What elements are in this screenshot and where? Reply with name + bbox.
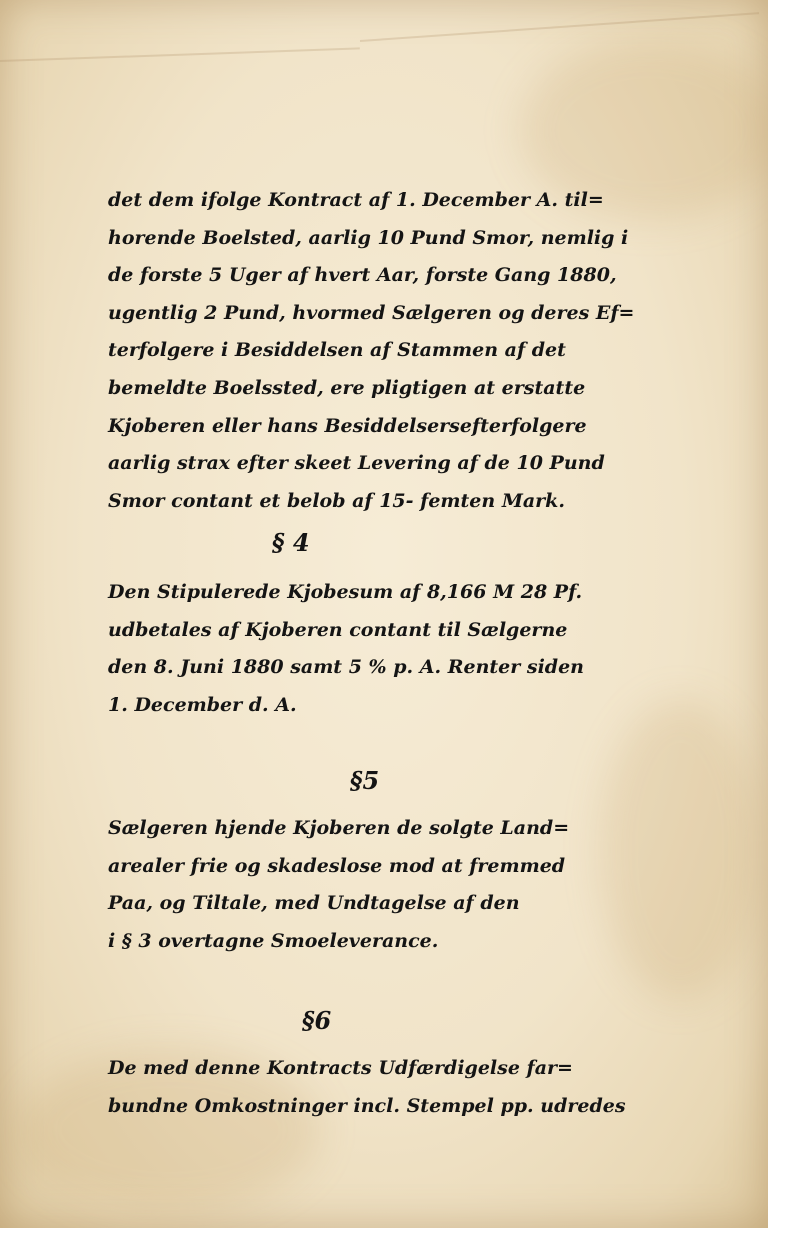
text-line: ugentlig 2 Pund, hvormed Sælgeren og deres Ef= <box>108 301 635 324</box>
text-line: 1. December d. A. <box>108 693 297 716</box>
text-line: bemeldte Boelssted, ere pligtigen at erstatte <box>108 376 586 399</box>
section-4-body <box>108 574 708 724</box>
text-line: horende Boelsted, aarlig 10 Pund Smor, nemlig i <box>108 226 629 249</box>
text-line: i § 3 overtagne Smoeleverance. <box>108 929 439 952</box>
text-line: Smor contant et belob af 15- femten Mark. <box>108 489 565 512</box>
text-line: Sælgeren hjende Kjoberen de solgte Land= <box>108 817 570 839</box>
section-heading-6: §6 <box>302 1006 332 1035</box>
text-line: det dem ifolge Kontract af 1. December A. til= <box>108 189 604 211</box>
text-line: de forste 5 Uger af hvert Aar, forste Gang 1880, <box>108 264 617 287</box>
text-line: aarlig strax efter skeet Levering af de 10 Pund <box>108 452 605 475</box>
text-line: De med denne Kontracts Udfærdigelse far= <box>108 1057 573 1079</box>
section-heading-5: §5 <box>350 766 380 795</box>
paper-crease <box>0 47 360 62</box>
text-line: Den Stipulerede Kjobesum af 8,166 M 28 Pf. <box>108 581 583 603</box>
section-6-body <box>108 1050 708 1125</box>
text-line: udbetales af Kjoberen contant til Sælgerne <box>108 618 568 641</box>
paper-crease <box>360 12 759 42</box>
text-line: Kjoberen eller hans Besiddelsersefterfolgere <box>108 414 587 437</box>
text-line: bundne Omkostninger incl. Stempel pp. udredes <box>108 1094 626 1117</box>
section-5-body <box>108 810 708 960</box>
paragraph-intro <box>108 182 708 520</box>
text-line: arealer frie og skadeslose mod at fremmed <box>108 854 566 877</box>
text-line: Paa, og Tiltale, med Undtagelse af den <box>108 892 520 915</box>
text-line: den 8. Juni 1880 samt 5 % p. A. Renter siden <box>108 656 584 679</box>
text-line: terfolgere i Besiddelsen af Stammen af det <box>108 339 566 362</box>
section-heading-4: § 4 <box>272 528 310 557</box>
